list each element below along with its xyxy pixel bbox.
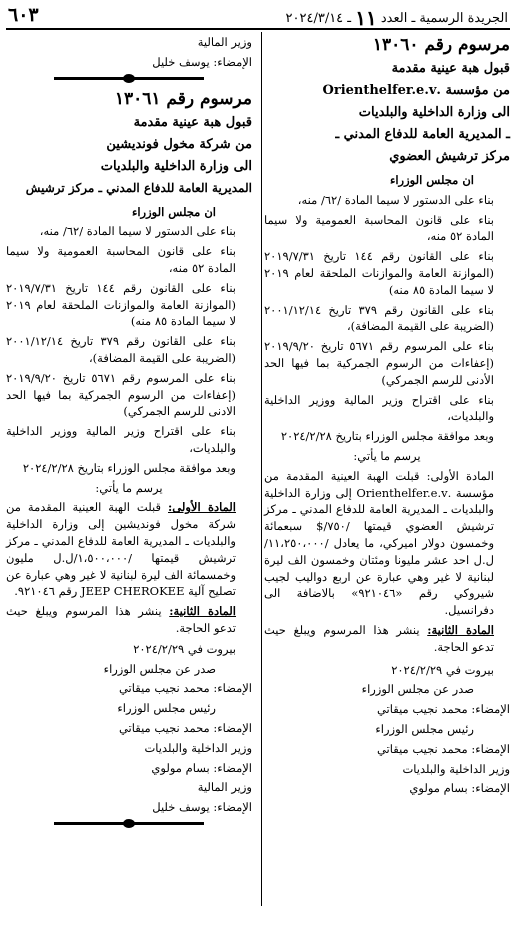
decree-title-line: مركز ترشيش العضوي xyxy=(389,149,510,164)
preamble-item: وبعد موافقة مجلس الوزراء بتاريخ ٢٠٢٤/٢/٢٨ xyxy=(280,429,494,444)
preamble-item: بناء على الدستور لا سيما المادة /٦٢/ منه، xyxy=(297,192,494,207)
council-heading: ان مجلس الوزراء xyxy=(131,204,216,219)
signature: الإمضاء: محمد نجيب ميقاتي xyxy=(376,702,510,717)
signature: الإمضاء: يوسف خليل xyxy=(152,54,252,69)
place-date: بيروت في ٢٠٢٤/٢/٢٩ xyxy=(391,662,494,677)
signature: الإمضاء: محمد نجيب ميقاتي xyxy=(118,720,252,735)
preamble-item: بناء على اقتراح وزير المالية ووزير الداخلية والبلديات، xyxy=(264,392,494,424)
signatory-title: وزير الداخلية والبلديات xyxy=(402,761,510,776)
article-label: المادة الأولى: xyxy=(168,500,236,515)
decrees-heading: يرسم ما يأتي: xyxy=(353,448,421,463)
page-header xyxy=(6,4,510,30)
article-text: قبلت الهبة العينية المقدمة من شركة مخول فونديشين إلى وزارة الداخلية والبلديات ـ المديرية العامة للدفاع المدني ـ مركز ترشيش قيمتها /١،٥٠٠،٠٠٠/ل.ل مليون وخمسمائة الف ليرة لبنانية لا غير وهي عبارة عن تصليح آلية JEEP CHEROKEE رقم ٩٢١٠٤٦. xyxy=(6,500,236,599)
decree-title-line: قبول هبة عينية مقدمة xyxy=(133,114,252,130)
journal-title xyxy=(286,6,508,30)
preamble-item: بناء على قانون المحاسبة العمومية ولا سيما المادة ٥٢ منه، xyxy=(264,212,494,244)
signature: الإمضاء: محمد نجيب ميقاتي xyxy=(118,681,252,696)
council-heading: ان مجلس الوزراء xyxy=(389,173,474,187)
page-number: ٦٠٣ xyxy=(8,4,39,26)
issued-by: صدر عن مجلس الوزراء xyxy=(361,682,474,697)
preamble-item: بناء على المرسوم رقم ٥٦٧١ تاريخ ٢٠١٩/٩/٢٠ (إعفاءات من الرسوم الجمركية بما فيها الحد الأدنى للرسم الجمركي) xyxy=(264,339,494,387)
right-column xyxy=(264,34,510,800)
signatory-title: رئيس مجلس الوزراء xyxy=(117,701,216,716)
place-date: بيروت في ٢٠٢٤/٢/٢٩ xyxy=(133,641,236,656)
signature: الإمضاء: بسام مولوي xyxy=(151,760,252,775)
article-two xyxy=(6,603,252,637)
preamble-item: بناء على الدستور لا سيما المادة /٦٢/ منه، xyxy=(39,224,236,239)
preamble-item: بناء على المرسوم رقم ٥٦٧١ تاريخ ٢٠١٩/٩/٢٠ (إعفاءات من الرسوم الجمركية بما فيها الحد الادنى للرسم الجمركي) xyxy=(6,370,236,419)
article-two xyxy=(264,622,510,656)
left-column xyxy=(6,34,252,825)
preamble-item: بناء على اقتراح وزير المالية ووزير الداخلية والبلديات، xyxy=(6,424,236,455)
signatory-title: وزير الداخلية والبلديات xyxy=(144,740,252,755)
issued-by: صدر عن مجلس الوزراء xyxy=(103,661,216,676)
article-label: المادة الثانية: xyxy=(169,604,237,619)
signature: الإمضاء: محمد نجيب ميقاتي xyxy=(376,741,510,756)
decree-title-line: ـ المديرية العامة للدفاع المدني ـ xyxy=(335,127,510,142)
article-text: ينشر هذا المرسوم ويبلغ حيث تدعو الحاجة. xyxy=(264,622,494,654)
decree-title-line: الى وزارة الداخلية والبلديات xyxy=(358,105,510,120)
preamble-item: بناء على القانون رقم ٣٧٩ تاريخ ٢٠٠١/١٢/١٤ (الضريبة على القيمة المضافة)، xyxy=(6,334,236,365)
signature: الإمضاء: بسام مولوي xyxy=(409,781,510,796)
decrees-heading: يرسم ما يأتي: xyxy=(95,480,163,495)
decree-number: مرسوم رقم ١٣٠٦١ xyxy=(114,88,252,109)
preamble-item: بناء على القانون رقم ١٤٤ تاريخ ٢٠١٩/٧/٣١ (الموازنة العامة والموازنات الملحقة لعام ٢٠١٩ لا سيما المادة ٨٥ منه) xyxy=(264,249,494,297)
decree-title-line: من شركة مخول فونديشين xyxy=(106,136,252,152)
article-one xyxy=(6,499,252,600)
signature: الإمضاء: يوسف خليل xyxy=(152,800,252,815)
signatory-title: وزير المالية xyxy=(197,780,252,795)
decree-title-line: من مؤسسة .Orienthelfer.e.v xyxy=(322,83,510,98)
signatory-title: رئيس مجلس الوزراء xyxy=(375,721,474,736)
decree-separator xyxy=(54,822,204,825)
decree-title-line: المديرية العامة للدفاع المدني ـ مركز ترشيش xyxy=(25,180,252,195)
issue-number: ١١ xyxy=(355,6,377,30)
decree-separator xyxy=(54,77,204,80)
article-one: المادة الأولى: قبلت الهبة العينية المقدمة من مؤسسة .Orienthelfer.e.v إلى وزارة الداخلية والبلديات ـ المديرية العامة للدفاع المدني ـ مركز ترشيش العضوي قيمتها /٧٥٠/$ سبعمائة وخمسون دولار اميركي، ما يعادل /١١،٢٥٠،٠٠٠/ل.ل احد عشر مليونا ومئتان وخمسون الف ليرة لبنانية لا غير وهي عبارة عن اربع دواليب لجيب شيروكي رقم «٩٢١٠٤٦» بالاضافة الى دفرانسيل. xyxy=(264,468,494,618)
header-rule xyxy=(6,28,510,30)
issue-date: ـ ٢٠٢٤/٣/١٤ xyxy=(285,11,352,26)
decree-title-line: قبول هبة عينية مقدمة xyxy=(391,61,510,76)
decree-number: مرسوم رقم ١٣٠٦٠ xyxy=(372,35,510,55)
article-text: ينشر هذا المرسوم ويبلغ حيث تدعو الحاجة. xyxy=(6,604,236,635)
decree-title-line: الى وزارة الداخلية والبلديات xyxy=(100,158,252,174)
preamble-item: بناء على قانون المحاسبة العمومية ولا سيما المادة ٥٢ منه، xyxy=(6,244,236,275)
article-label: المادة الثانية: xyxy=(427,622,495,637)
preamble-item: بناء على القانون رقم ١٤٤ تاريخ ٢٠١٩/٧/٣١ (الموازنة العامة والموازنات الملحقة لعام ٢٠١٩ لا سيما المادة ٨٥ منه) xyxy=(6,280,236,329)
column-divider xyxy=(261,32,262,906)
journal-name: الجريدة الرسمية ـ العدد xyxy=(380,11,508,26)
signatory-title: وزير المالية xyxy=(197,35,252,49)
preamble-item: بناء على القانون رقم ٣٧٩ تاريخ ٢٠٠١/١٢/١٤ (الضريبة على القيمة المضافة)، xyxy=(264,302,494,334)
preamble-item: وبعد موافقة مجلس الوزراء بتاريخ ٢٠٢٤/٢/٢٨ xyxy=(22,460,236,475)
